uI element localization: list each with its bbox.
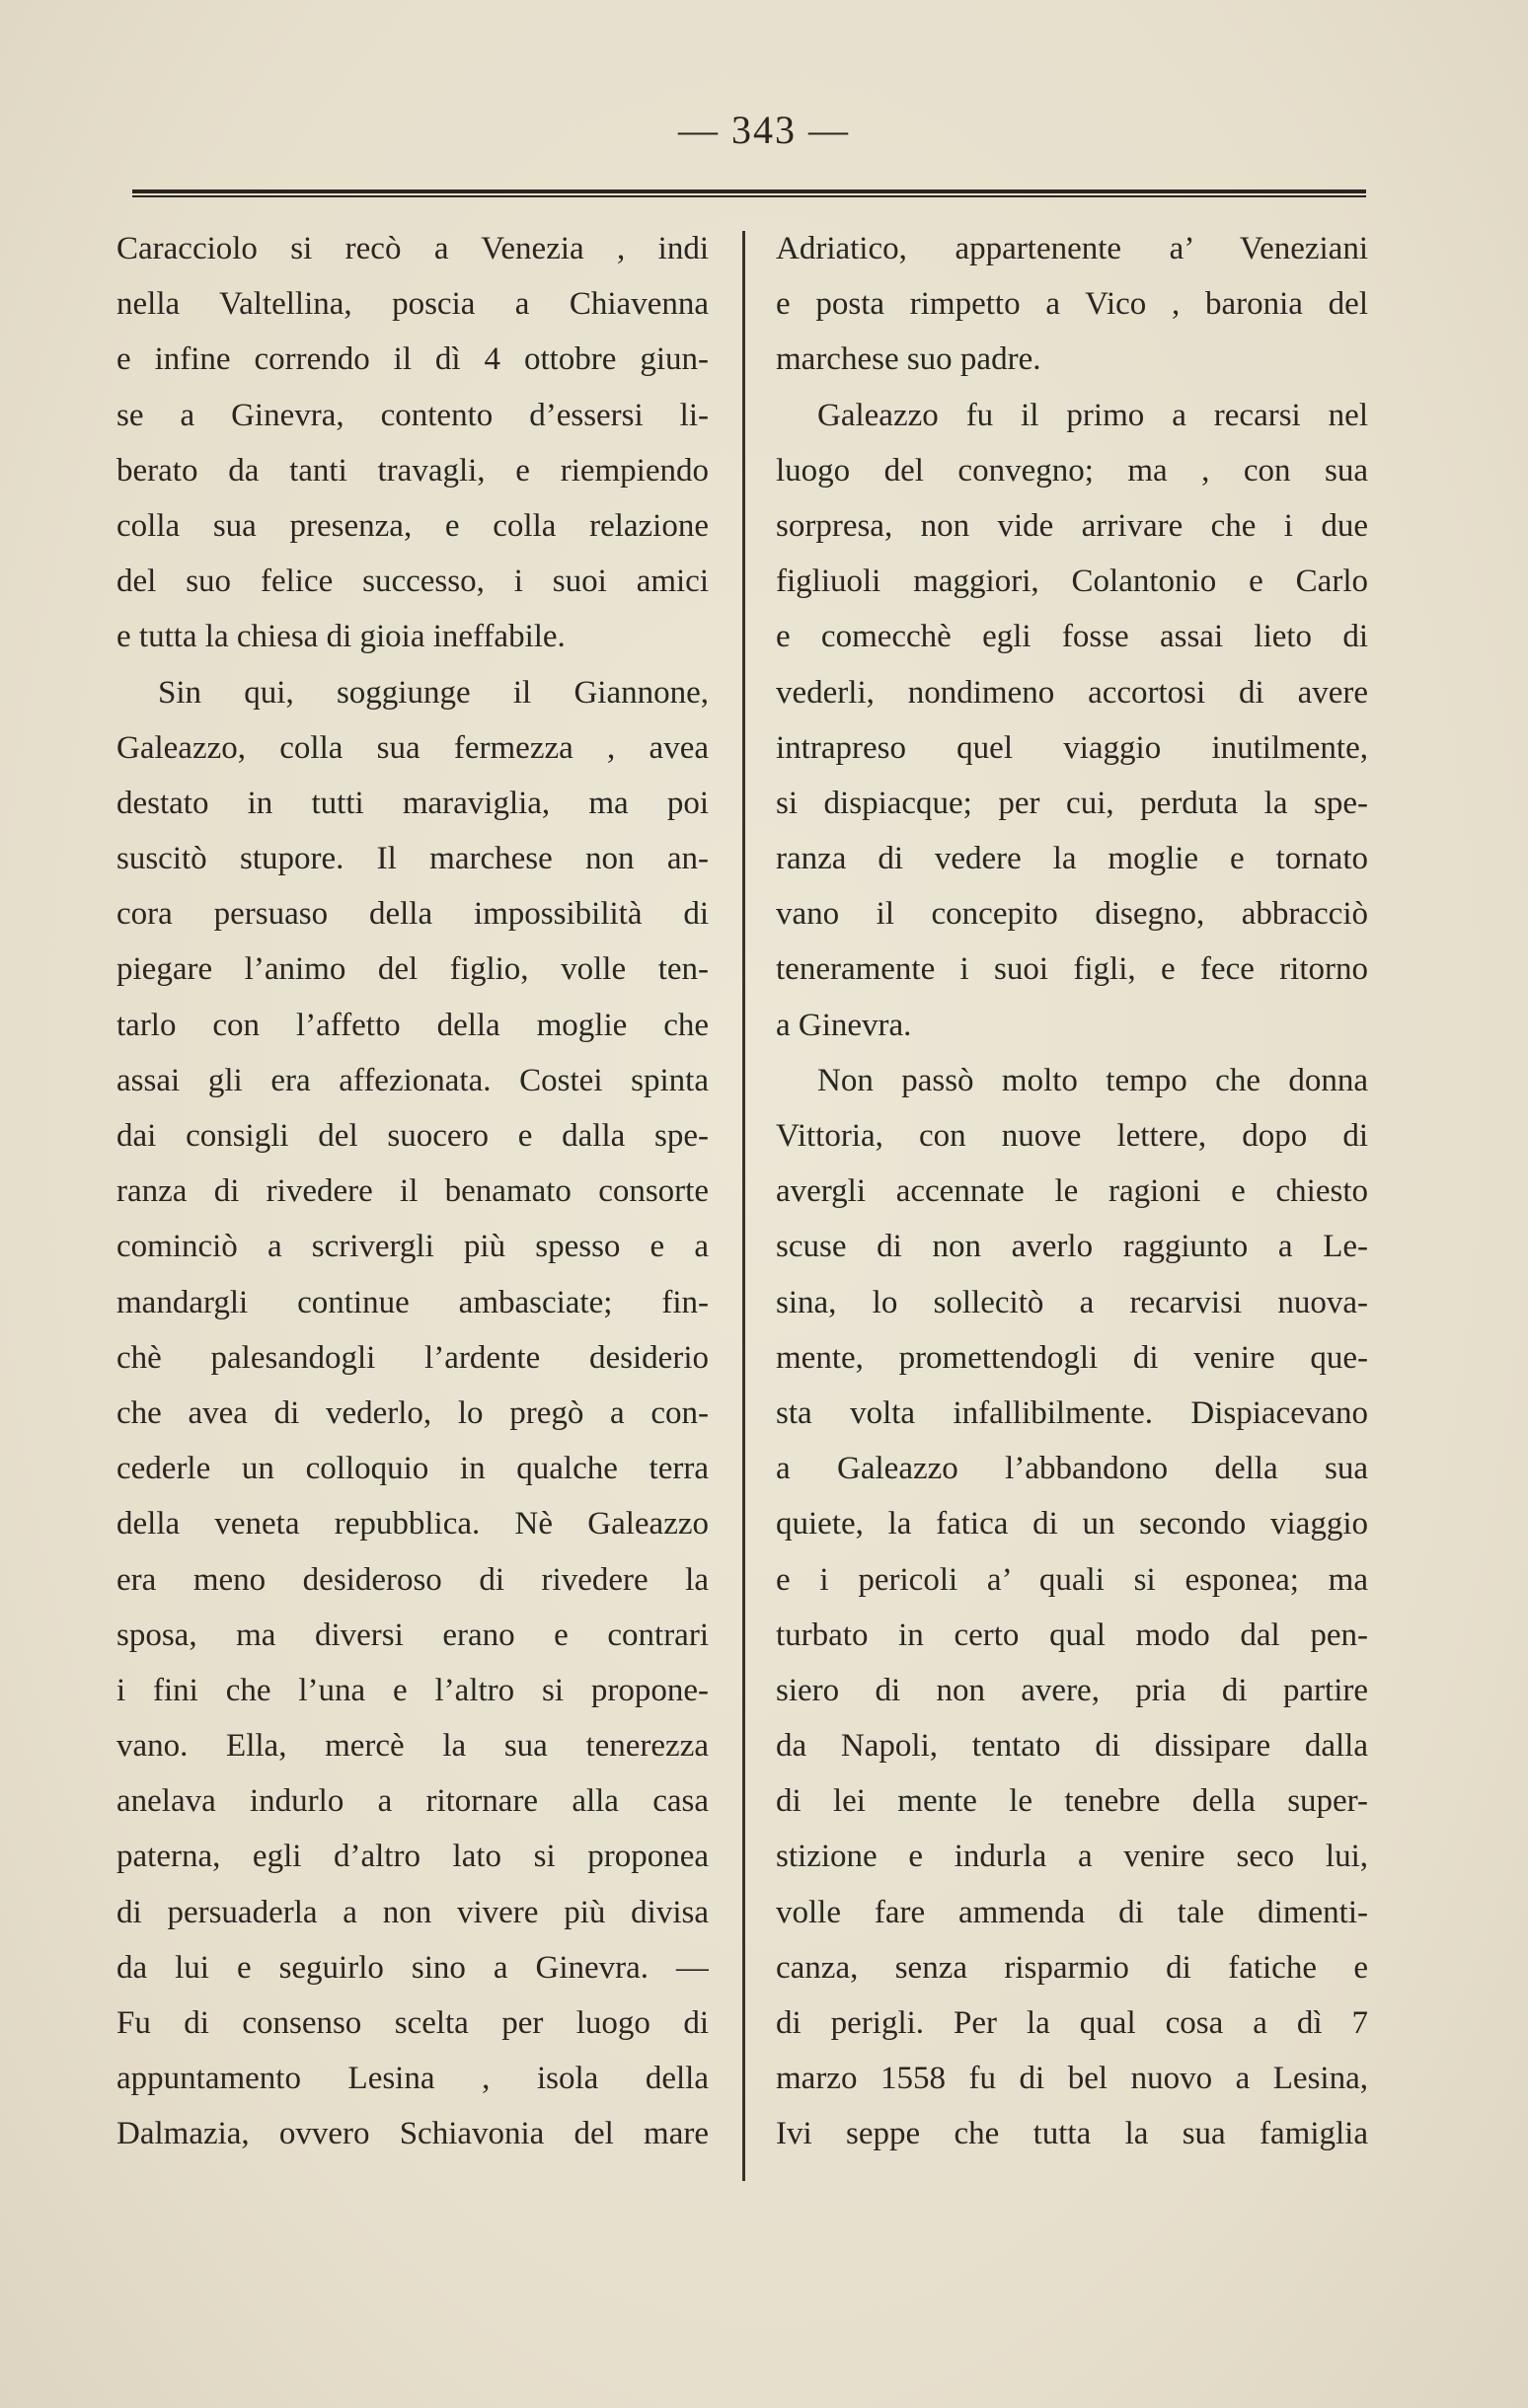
text-line: avergli accennate le ragioni e chiesto [776,1173,1368,1210]
text-line: figliuoli maggiori, Colantonio e Carlo [776,564,1368,600]
text-line: e comecchè egli fosse assai lieto di [776,619,1368,655]
text-line: di persuaderla a non vivere più divisa [116,1894,709,1930]
text-line: sina, lo sollecitò a recarvisi nuova- [776,1284,1368,1320]
text-line: mandargli continue ambasciate; fin- [116,1284,709,1320]
text-line: sorpresa, non vide arrivare che i due [776,507,1368,544]
text-line: tarlo con l’affetto della moglie che [116,1007,709,1043]
text-line: ranza di vedere la moglie e tornato [776,841,1368,877]
text-line: scuse di non averlo raggiunto a Le- [776,1229,1368,1265]
text-line: del suo felice successo, i suoi amici [116,564,709,600]
right-column [776,221,1368,2162]
text-line: suscitò stupore. Il marchese non an- [116,841,709,877]
text-line: berato da tanti travagli, e riempiendo [116,452,709,489]
text-line: vano il concepito disegno, abbracciò [776,896,1368,933]
text-line: appuntamento Lesina , isola della [116,2061,709,2097]
text-line: paterna, egli d’altro lato si proponea [116,1839,709,1875]
text-line: i fini che l’una e l’altro si propone- [116,1672,709,1708]
text-line: nella Valtellina, poscia a Chiavenna [116,286,709,323]
text-line: colla sua presenza, e colla relazione [116,507,709,544]
page-number: — 343 — [678,108,850,152]
text-line: marchese suo padre. [776,341,1041,378]
text-line: mente, promettendogli di venire que- [776,1339,1368,1376]
text-line: Non passò molto tempo che donna [817,1062,1368,1098]
text-line: anelava indurlo a ritornare alla casa [116,1783,709,1820]
text-line: assai gli era affezionata. Costei spinta [116,1062,709,1098]
column-divider [742,231,745,2181]
text-line: Vittoria, con nuove lettere, dopo di [776,1118,1368,1154]
text-line: cederle un colloquio in qualche terra [116,1451,709,1487]
text-line: quiete, la fatica di un secondo viaggio [776,1506,1368,1543]
text-line: Caracciolo si recò a Venezia , indi [116,231,709,266]
text-line: e tutta la chiesa di gioia ineffabile. [116,619,566,655]
text-line: destato in tutti maraviglia, ma poi [116,785,709,821]
text-line: se a Ginevra, contento d’essersi li- [116,397,709,433]
text-line: Sin qui, soggiunge il Giannone, [158,674,709,711]
text-line: di perigli. Per la qual cosa a dì 7 [776,2005,1368,2041]
text-line: e infine correndo il dì 4 ottobre giun- [116,341,709,378]
text-line: cominciò a scrivergli più spesso e a [116,1229,709,1265]
text-line: ranza di rivedere il benamato consorte [116,1173,709,1210]
text-line: Galeazzo, colla sua fermezza , avea [116,729,709,766]
text-line: e i pericoli a’ quali si esponea; ma [776,1561,1368,1598]
text-line: da lui e seguirlo sino a Ginevra. — [116,1949,709,1986]
text-line: teneramente i suoi figli, e fece ritorno [776,951,1368,988]
left-column [116,221,709,2162]
text-line: sta volta infallibilmente. Dispiacevano [776,1394,1368,1431]
text-line: stizione e indurla a venire seco lui, [776,1839,1368,1875]
text-line: sposa, ma diversi erano e contrari [116,1617,709,1653]
text-line: della veneta repubblica. Nè Galeazzo [116,1506,709,1543]
text-line: Adriatico, appartenente a’ Veneziani [776,231,1368,266]
text-line: intrapreso quel viaggio inutilmente, [776,729,1368,766]
text-line: siero di non avere, pria di partire [776,1672,1368,1708]
text-line: vano. Ella, mercè la sua tenerezza [116,1728,709,1765]
text-line: e posta rimpetto a Vico , baronia del [776,286,1368,323]
text-line: dai consigli del suocero e dalla spe- [116,1118,709,1154]
text-line: chè palesandogli l’ardente desiderio [116,1339,709,1376]
text-line: piegare l’animo del figlio, volle ten- [116,951,709,988]
text-line: vederli, nondimeno accortosi di avere [776,674,1368,711]
text-line: che avea di vederlo, lo pregò a con- [116,1394,709,1431]
text-line: Ivi seppe che tutta la sua famiglia [776,2116,1368,2152]
text-line: si dispiacque; per cui, perduta la spe- [776,785,1368,821]
text-line: Galeazzo fu il primo a recarsi nel [817,397,1368,433]
header-rule [132,189,1366,197]
text-line: da Napoli, tentato di dissipare dalla [776,1728,1368,1765]
text-line: Fu di consenso scelta per luogo di [116,2005,709,2041]
text-line: canza, senza risparmio di fatiche e [776,1949,1368,1986]
text-line: luogo del convegno; ma , con sua [776,452,1368,489]
text-line: Dalmazia, ovvero Schiavonia del mare [116,2116,709,2152]
text-line: era meno desideroso di rivedere la [116,1561,709,1598]
text-line: a Galeazzo l’abbandono della sua [776,1451,1368,1487]
text-line: cora persuaso della impossibilità di [116,896,709,933]
text-line: di lei mente le tenebre della super- [776,1783,1368,1820]
text-line: volle fare ammenda di tale dimenti- [776,1894,1368,1930]
text-line: marzo 1558 fu di bel nuovo a Lesina, [776,2061,1368,2097]
text-line: turbato in certo qual modo dal pen- [776,1617,1368,1653]
text-line: a Ginevra. [776,1007,912,1043]
